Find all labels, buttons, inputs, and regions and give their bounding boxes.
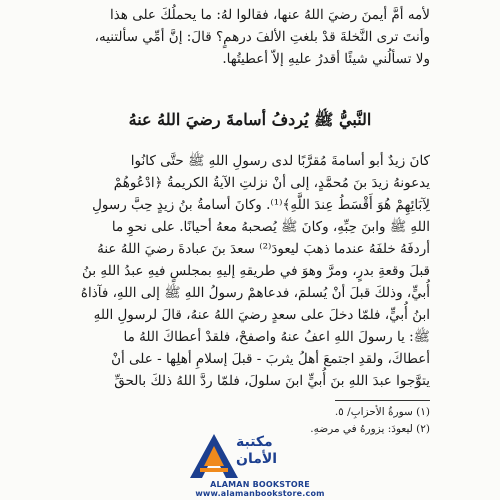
logo-a-icon xyxy=(184,432,244,480)
body-line: ابنُ أُبيٍّ، فلمّا دخلَ على سعدٍ رضيَ اللهُ عنهُ، قالَ لرسولِ اللهِ xyxy=(93,307,430,323)
body-line: لِآبَائِهِمْ هُوَ أَقْسَطُ عِندَ اللَّهِ﴾⁽¹⁾. وكانَ أسامةُ بنُ زيدٍ حِبَّ رسولِ xyxy=(92,197,430,213)
body-line: أردفَهُ خلفَهُ عندما ذهبَ ليعودَ⁽²⁾ سعدَ بنَ عبادةَ رضيَ اللهُ عنهُ xyxy=(97,241,430,257)
logo-name-line1: مكتبة xyxy=(236,434,273,450)
intro-line: وأنتَ ترى النَّخلةَ قدْ بلغتِ الألفَ درهمٍ؟ قالَ: إنَّ أمِّي سألتنيه، xyxy=(94,29,430,45)
body-line: يدعونهُ زيدَ بنَ مُحمَّدٍ، إلى أنْ نزلتِ الآيةُ الكريمةُ ﴿ادْعُوهُمْ xyxy=(113,175,430,191)
body-line: ﷺ: يا رسولَ اللهِ اعفُ عنهُ واصفحْ، فلقدْ أعطاكَ اللهُ ما xyxy=(123,329,430,345)
logo-name xyxy=(236,434,336,468)
body-line: اللهِ ﷺ وابنَ حِبِّهِ، وكانَ ﷺ يُصحبهُ معهُ أحيانًا. على نحوِ ما xyxy=(111,219,430,235)
body-paragraph xyxy=(66,150,430,392)
footnote-divider xyxy=(335,400,430,401)
body-line: قبلَ وقعةِ بدرٍ، ومرَّ وهوَ في طريقهِ إليهِ بمجلسٍ فيهِ عبدُ اللهِ بنُ xyxy=(82,263,430,279)
bookstore-logo xyxy=(180,432,340,496)
intro-line: ولا تسألُني شيئًا أقدرُ عليهِ إلاّ أعطيتُها. xyxy=(222,51,430,67)
footnote-1: (١) سورةُ الأحزابِ/ ٥. xyxy=(334,406,430,418)
body-line: أُبيٍّ، وذلكَ قبلَ أنْ يُسلمَ، فدعاهمْ رسولُ اللهِ ﷺ إلى اللهِ، فآذاهُ xyxy=(80,285,430,301)
logo-url: ALAMAN BOOKSTORE www.alamanbookstore.com xyxy=(195,480,325,498)
body-line: كانَ زيدٌ أبو أسامةَ مُقرَّبًا لدى رسولِ اللهِ ﷺ حتَّى كانُوا xyxy=(130,153,430,169)
footnote-2: (٢) ليعودَ: يزورهُ في مرضهِ. xyxy=(310,423,430,435)
section-heading: النَّبيُّ ﷺ يُردفُ أسامةَ رضيَ اللهُ عنهُ xyxy=(128,110,372,129)
logo-name-line2: الأمان xyxy=(236,451,278,467)
intro-paragraph xyxy=(66,4,430,70)
intro-line: لأمه أمَّ أيمنَ رضيَ اللهُ عنها، فقالوا لهُ: ما يحملُكَ على هذا xyxy=(109,7,430,23)
body-line: أعطاكَ، ولقدِ اجتمعَ أهلُ يثربَ - قبلَ إسلامِ أهلِها - على أنْ xyxy=(111,351,430,367)
body-line: يتوَّجوا عبدَ اللهِ بنَ أُبيٍّ ابنَ سلولَ، فلمّا ردَّ اللهُ ذلكَ بالحقِّ xyxy=(114,373,430,389)
